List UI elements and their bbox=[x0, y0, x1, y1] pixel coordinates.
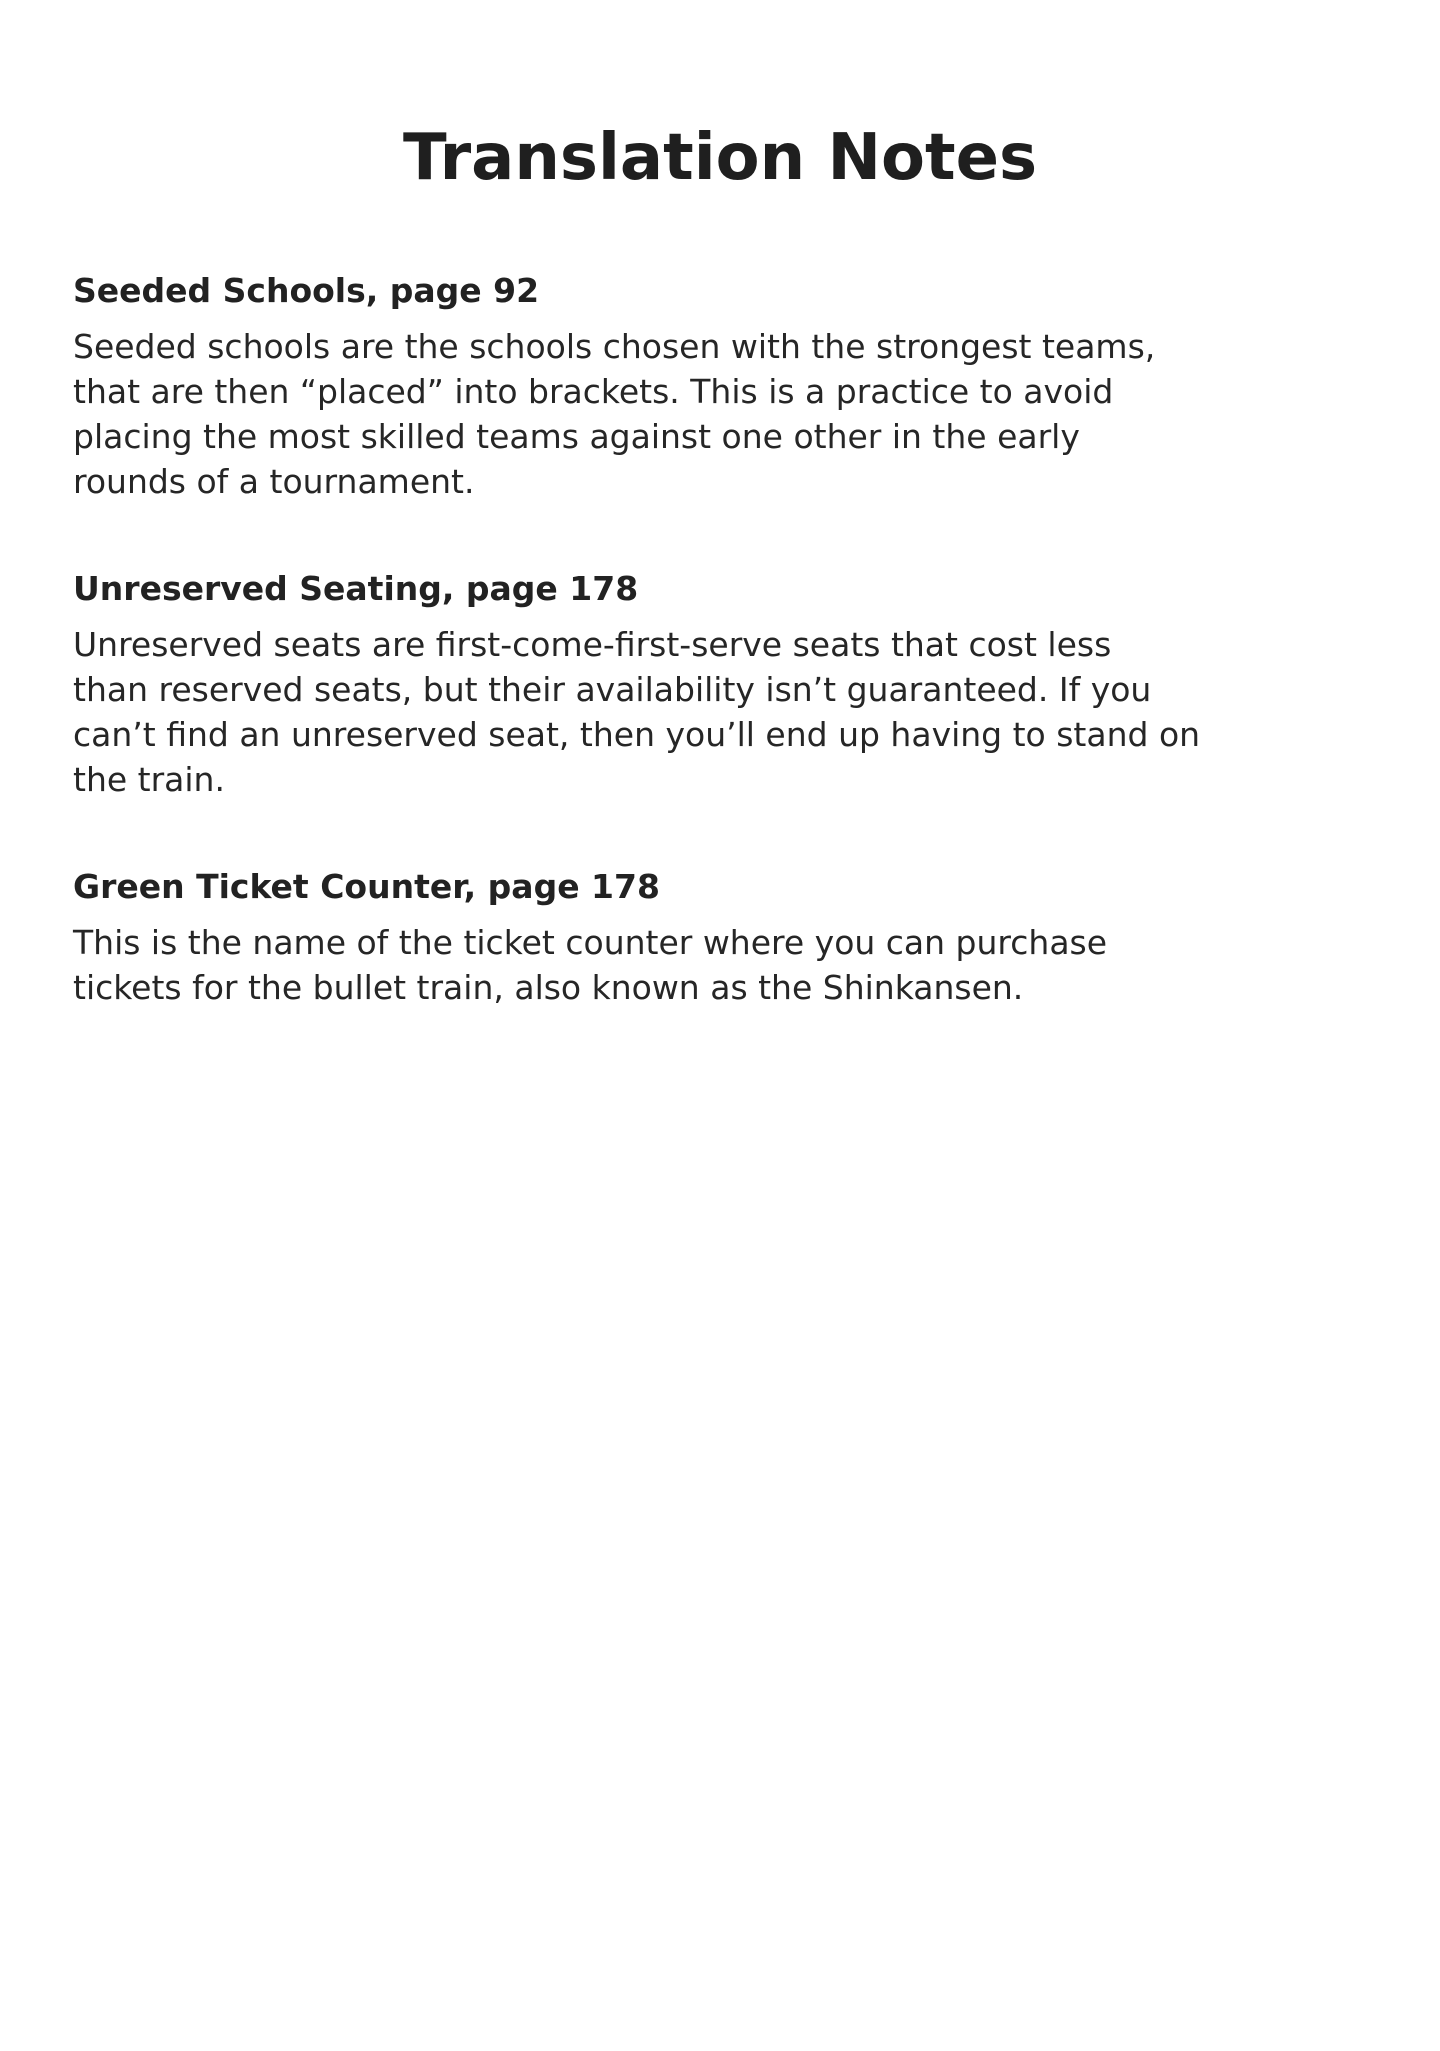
note-heading: Unreserved Seating, page 178 bbox=[73, 569, 639, 608]
note-item bbox=[73, 268, 1353, 504]
note-body: Seeded schools are the schools chosen with the strongest teams, that are then “placed” into brackets. This is a practice to avoid placing the most skilled teams against one other in the early rounds of a tournament. bbox=[73, 327, 1156, 501]
notes-list bbox=[73, 268, 1353, 1072]
page-title: Translation Notes bbox=[402, 121, 1038, 195]
note-heading: Green Ticket Counter, page 178 bbox=[73, 867, 660, 906]
note-item bbox=[73, 566, 1353, 802]
note-body: Unreserved seats are first-come-first-serve seats that cost less than reserved seats, but their availability isn’t guaranteed. If you can’t find an unreserved seat, then you’ll end up having to stand on the train. bbox=[73, 625, 1201, 799]
note-item bbox=[73, 864, 1353, 1010]
note-heading: Seeded Schools, page 92 bbox=[73, 271, 540, 310]
note-body: This is the name of the ticket counter where you can purchase tickets for the bullet train, also known as the Shinkansen. bbox=[73, 923, 1108, 1007]
